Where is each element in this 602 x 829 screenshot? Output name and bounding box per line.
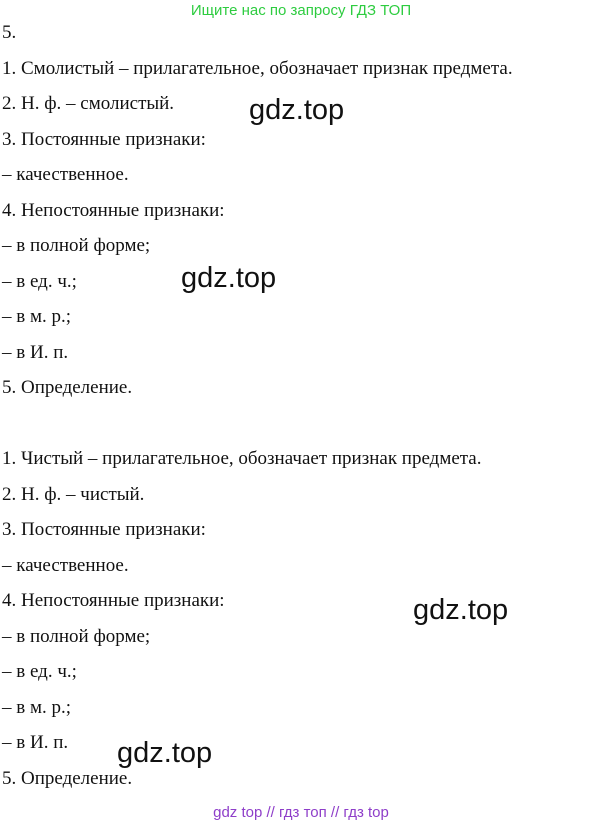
text-line: – в И. п. — [2, 732, 69, 753]
text-line: – в полной форме; — [2, 235, 151, 256]
section-gap — [2, 413, 600, 449]
watermark: gdz.top — [413, 594, 509, 626]
watermark: gdz.top — [117, 737, 213, 769]
text-line: – в полной форме; — [2, 625, 151, 647]
watermark: gdz.top — [181, 262, 277, 294]
text-line: – качественное. — [2, 164, 129, 185]
text-line: – качественное. — [2, 554, 129, 576]
text-line: 4. Непостоянные признаки: — [2, 199, 225, 221]
text-line: – в ед. ч.; — [2, 270, 77, 292]
text-line: 2. Н. ф. – смолистый. — [2, 93, 175, 114]
text-line: 2. Н. ф. – чистый. — [2, 483, 145, 505]
text-line: 1. Чистый – прилагательное, обозначает признак предмета. — [2, 448, 482, 469]
text-line: 3. Постоянные признаки: — [2, 519, 206, 540]
task-number: 5. — [2, 22, 17, 43]
watermark: gdz.top — [249, 94, 345, 126]
section-2 — [2, 448, 600, 803]
text-line: – в ед. ч.; — [2, 661, 77, 682]
text-line: 1. Смолистый – прилагательное, обозначает признак предмета. — [2, 57, 513, 79]
text-line: 4. Непостоянные признаки: — [2, 590, 225, 611]
text-line: – в И. п. — [2, 341, 69, 363]
text-line: 5. Определение. — [2, 377, 133, 398]
document-body — [2, 22, 600, 803]
text-line: – в м. р.; — [2, 306, 72, 327]
bottom-banner: gdz top // гдз топ // гдз top — [213, 804, 389, 821]
top-banner: Ищите нас по запросу ГДЗ ТОП — [190, 2, 412, 19]
text-line: – в м. р.; — [2, 696, 72, 718]
text-line: 5. Определение. — [2, 767, 133, 789]
text-line: 3. Постоянные признаки: — [2, 128, 206, 150]
